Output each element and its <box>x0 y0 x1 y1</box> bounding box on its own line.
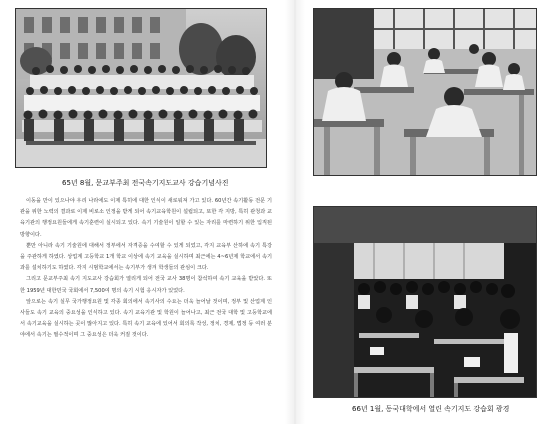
body-paragraph: 앞으로는 속기 실무 국가행정요원 및 각종 회의에서 속기사의 수요는 더욱 늘어날 것이며, 정부 및 산업계 인사들도 속기 교육의 중요성을 인식하고 있다. 속기 교육기관 및 학원이 늘어나고, 최근 전국 대학 및 고등학교에서 속기교육을 실시하는 곳이 많아지고 있다. 특히 속기 교육에 있어서 회의록 작성, 정치, 경제, 법정 등 여러 분야에서 속기는 필수적이며 그 중요성은 더욱 커질 것이다. <box>20 298 272 339</box>
body-paragraph: 뿐만 아니라 속기 기술원에 대해서 정부에서 자격증을 수여할 수 있게 되었고, 각지 교육부 산하에 속기 특강을 주관하게 하였다. 상업계 고등학교 1개 학교 이상에 속기 교육을 실시하며 최근에는 4~6년제 학교에서 속기과를 설치하기도 하였다. 각지 시범학교에서는 속기부가 생겨 학생들의 관심이 크다. <box>20 242 272 272</box>
body-paragraph: 이동을 만이 있으나야 우리 나라에도 이제 특히에 대한 인식이 새로워져 가고 있다. 60년간 속기활동 전문 기관을 위한 노력의 결과로 이제 비로소 인정을 받게 되어 속기교육학원이 설립되고, 또한 각 지방, 특히 관청과 교육기관의 행정요원들에게 속기훈련이 실시되고 있다. 속기 기술원이 일할 수 있는 자리를 마련하기 위한 입직된 방향이다. <box>20 198 272 238</box>
body-paragraph: 그리고 문교부주최 속기 지도교사 강습회가 열리게 되어 전국 교사 38명이 참석하여 속기 교육을 받았다. 또한 1959년 대한민국 국회에서 7,500여 명의 속기 시험 응시자가 있었다. <box>20 276 272 294</box>
classroom-photo-image <box>314 9 536 175</box>
group-photo-image <box>16 9 266 167</box>
lecture-hall-photo <box>313 206 537 398</box>
left-body-text <box>20 196 272 342</box>
left-photo-caption: 65년 8월, 문교부주최 전국속기지도교사 강습기념사진 <box>62 179 229 187</box>
page-gutter <box>285 0 305 424</box>
classroom-photo <box>313 8 537 176</box>
lecture-hall-photo-image <box>314 207 536 397</box>
right-photo-caption: 66년 1월, 동국대학에서 열린 속기지도 강습회 광경 <box>352 405 510 413</box>
group-photo <box>15 8 267 168</box>
